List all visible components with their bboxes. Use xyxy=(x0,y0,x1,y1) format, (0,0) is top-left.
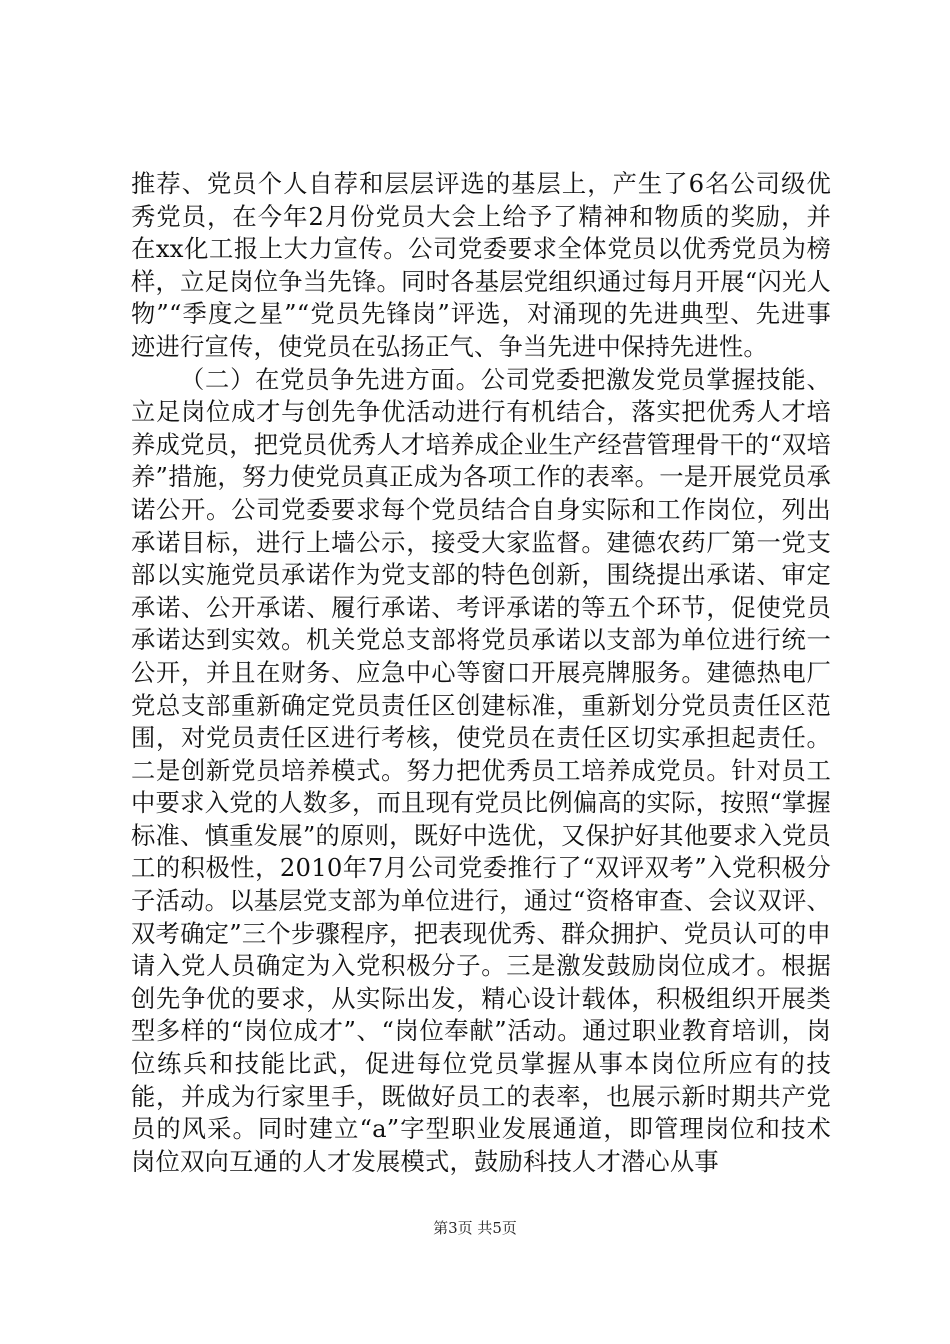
document-body xyxy=(131,168,831,1178)
paragraph-2: （二）在党员争先进方面。公司党委把激发党员掌握技能、立足岗位成才与创先争优活动进行有机结合，落实把优秀人才培养成党员，把党员优秀人才培养成企业生产经营管理骨干的“双培养”措施，努力使党员真正成为各项工作的表率。一是开展党员承诺公开。公司党委要求每个党员结合自身实际和工作岗位，列出承诺目标，进行上墙公示，接受大家监督。建德农药厂第一党支部以实施党员承诺作为党支部的特色创新，围绕提出承诺、审定承诺、公开承诺、履行承诺、考评承诺的等五个环节，促使党员承诺达到实效。机关党总支部将党员承诺以支部为单位进行统一公开，并且在财务、应急中心等窗口开展亮牌服务。建德热电厂党总支部重新确定党员责任区创建标准，重新划分党员责任区范围，对党员责任区进行考核，使党员在责任区切实承担起责任。二是创新党员培养模式。努力把优秀员工培养成党员。针对员工中要求入党的人数多，而且现有党员比例偏高的实际，按照“掌握标准、慎重发展”的原则，既好中选优，又保护好其他要求入党员工的积极性，2010年7月公司党委推行了“双评双考”入党积极分子活动。以基层党支部为单位进行，通过“资格审查、会议双评、双考确定”三个步骤程序，把表现优秀、群众拥护、党员认可的申请入党人员确定为入党积极分子。三是激发鼓励岗位成才。根据创先争优的要求，从实际出发，精心设计载体，积极组织开展类型多样的“岗位成才”、“岗位奉献”活动。通过职业教育培训，岗位练兵和技能比武，促进每位党员掌握从事本岗位所应有的技能，并成为行家里手，既做好员工的表率，也展示新时期共产党员的风采。同时建立“a”字型职业发展通道，即管理岗位和技术岗位双向互通的人才发展模式，鼓励科技人才潜心从事 xyxy=(131,364,831,1176)
page-footer xyxy=(0,1218,950,1238)
page-number-label: 第3页 共5页 xyxy=(433,1219,517,1237)
paragraph-1: 推荐、党员个人自荐和层层评选的基层上，产生了6名公司级优秀党员，在今年2月份党员大会上给予了精神和物质的奖励，并在xx化工报上大力宣传。公司党委要求全体党员以优秀党员为榜样，立足岗位争当先锋。同时各基层党组织通过每月开展“闪光人物”“季度之星”“党员先锋岗”评选，对涌现的先进典型、先进事迹进行宣传，使党员在弘扬正气、争当先进中保持先进性。 xyxy=(131,169,831,361)
